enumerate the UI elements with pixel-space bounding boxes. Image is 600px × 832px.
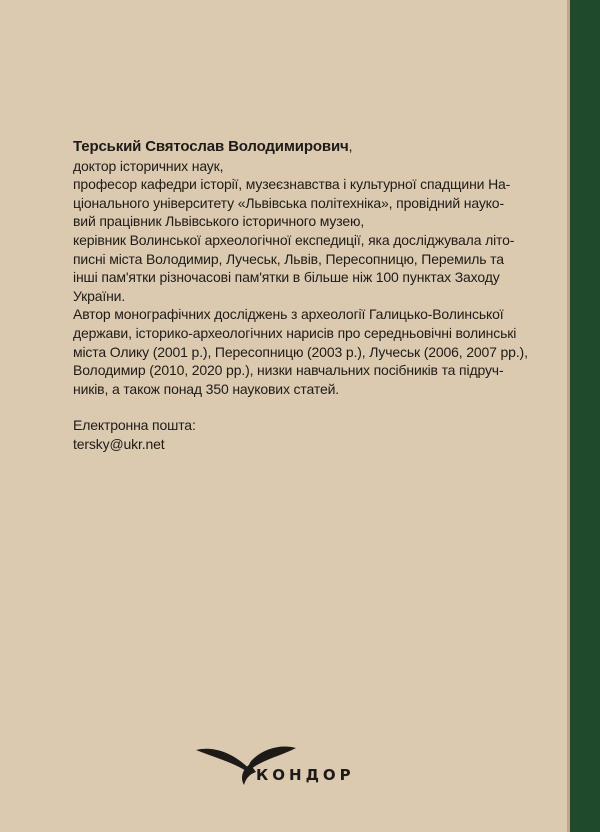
- bio-line: доктор історичних наук,: [73, 157, 224, 174]
- author-name-suffix: ,: [348, 138, 353, 154]
- publisher-logo: [192, 740, 372, 790]
- bio-line: вий працівник Львівського історичного музею,: [73, 213, 365, 230]
- email-label: Електронна пошта:: [73, 417, 196, 434]
- bio-line: Автор монографічних досліджень з археології Галицько-Волинської: [73, 306, 504, 323]
- email-address: tersky@ukr.net: [73, 435, 165, 452]
- author-name-line: [73, 137, 505, 157]
- publisher-name: КОНДОР: [256, 766, 355, 784]
- author-bio: [73, 137, 528, 454]
- bio-line: України.: [73, 287, 126, 304]
- bio-line: керівник Волинської археологічної експедиції, яка досліджувала літо-: [73, 231, 515, 248]
- bio-line: держави, історико-археологічних нарисів про середньовічні волинські: [73, 324, 517, 341]
- bio-line: ціонального університету «Львівська політехніка», провідний науко-: [73, 194, 504, 211]
- bio-line: ників, а також понад 350 наукових статей.: [73, 380, 339, 397]
- author-name: Терський Святослав Володимирович: [73, 138, 349, 155]
- bio-line: інші пам'ятки різночасові пам'ятки в більше ніж 100 пунктах Заходу: [73, 269, 500, 286]
- bio-line: Володимир (2010, 2020 рр.), низки навчальних посібників та підруч-: [73, 362, 504, 379]
- bio-line: міста Олику (2001 р.), Пересопницю (2003 р.), Лучеськ (2006, 2007 рр.),: [73, 343, 528, 360]
- paragraph-gap: [73, 398, 505, 416]
- bio-line: професор кафедри історії, музеєзнавства і культурної спадщини На-: [73, 176, 511, 193]
- bio-line: писні міста Володимир, Лучеськ, Львів, Пересопницю, Перемиль та: [73, 250, 504, 267]
- book-spine: [570, 0, 600, 832]
